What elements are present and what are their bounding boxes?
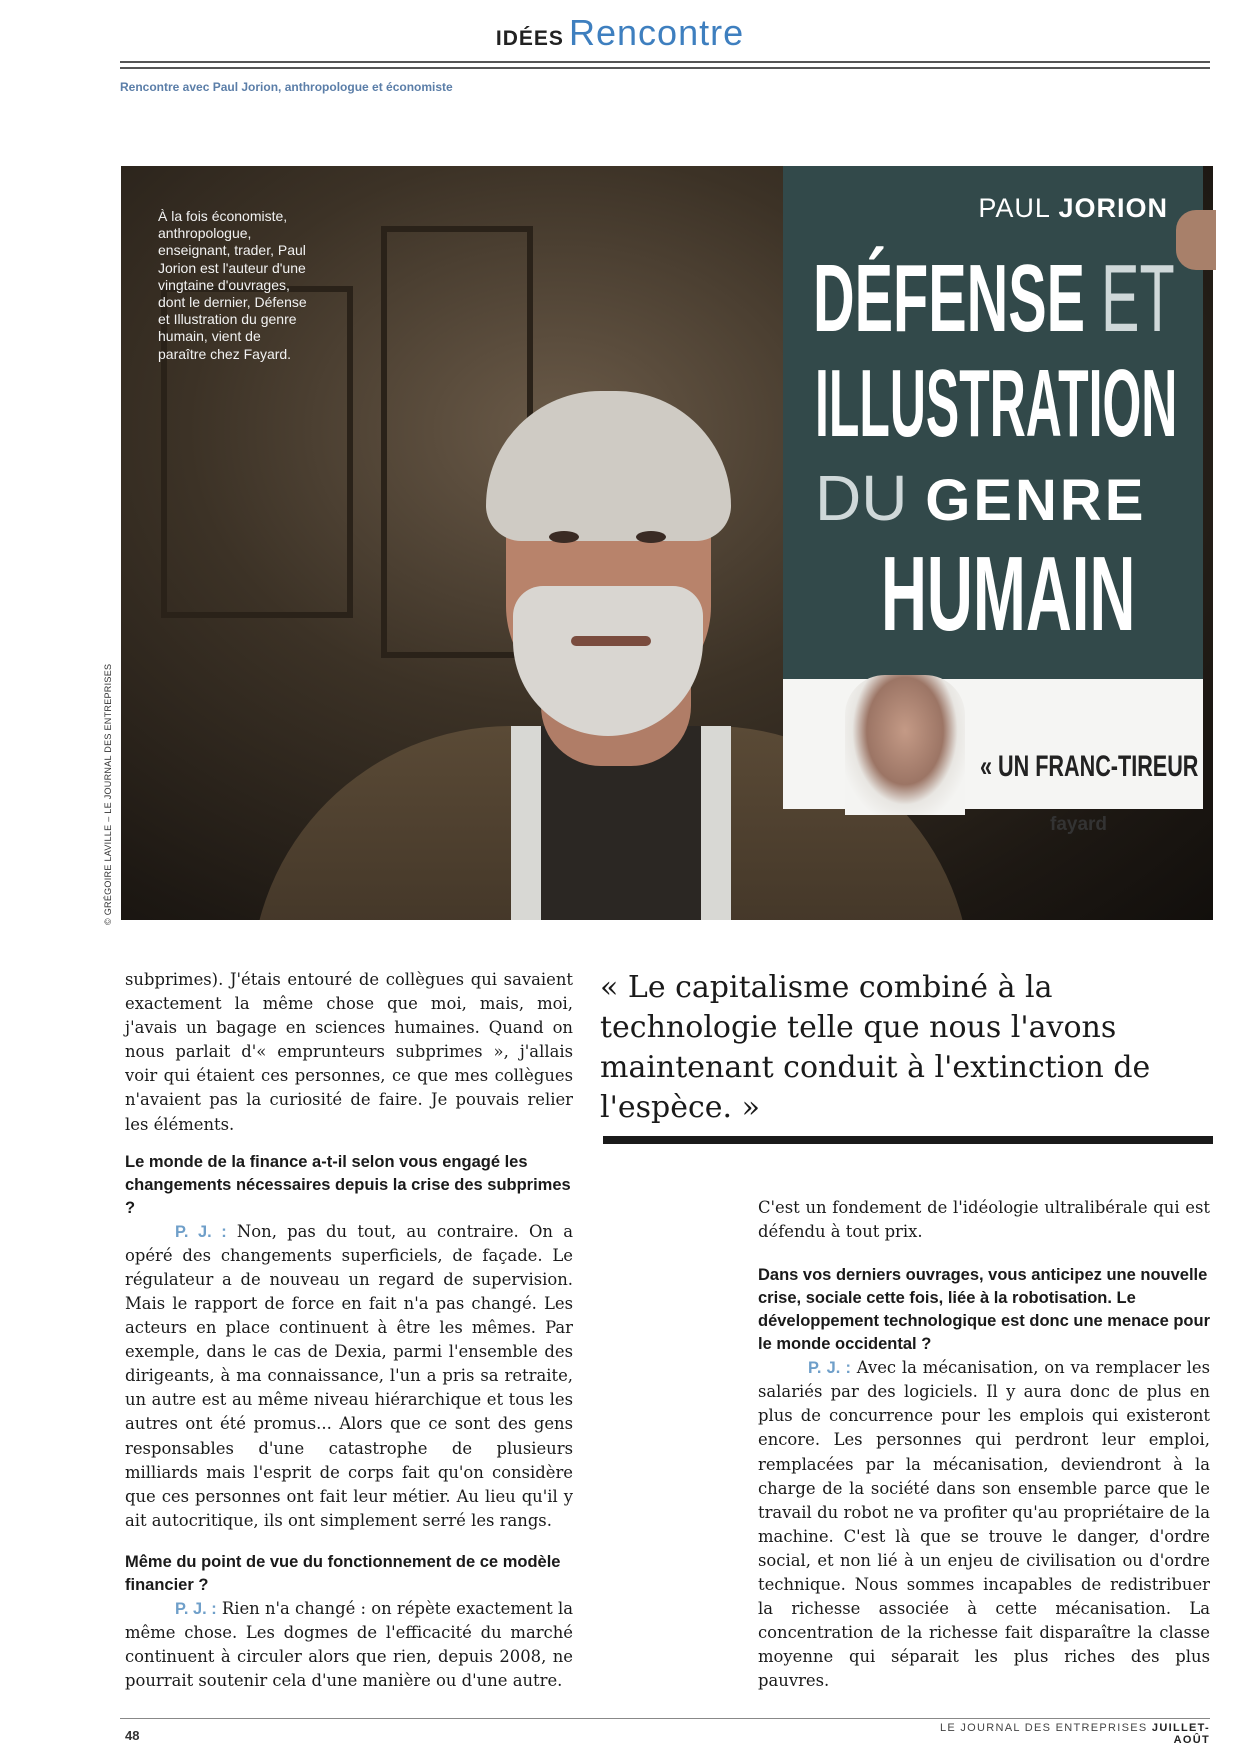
book-title-line2: ILLUSTRATION <box>815 350 1178 457</box>
mouth <box>571 636 651 646</box>
footer-rule <box>120 1718 1210 1719</box>
book-title-line4: HUMAIN <box>881 535 1136 653</box>
question-2: Même du point de vue du fonctionnement de ce modèle financier ? <box>125 1552 561 1594</box>
header-rule-bottom <box>120 67 1210 69</box>
photo-caption: À la fois économiste, anthropologue, enseignant, trader, Paul Jorion est l'auteur d'une vingtaine d'ouvrages, dont le dernier, Défense et Illustration du genre humain, vient de paraître chez Fayard. <box>158 208 307 362</box>
book-quote: « UN FRANC-TIREUR <box>980 750 1199 783</box>
book-author-last: JORION <box>1058 193 1168 223</box>
book-author-portrait <box>845 675 965 815</box>
book-title-line3 <box>815 462 1147 534</box>
book-title-genre: GENRE <box>925 468 1147 533</box>
pull-quote-rule <box>603 1136 1213 1144</box>
book-author <box>783 193 1168 224</box>
answer-3 <box>758 1356 1210 1693</box>
book-author-first: PAUL <box>978 193 1050 223</box>
right-column <box>758 1196 1210 1694</box>
book-cover <box>783 166 1203 679</box>
book-publisher: fayard <box>1050 814 1108 835</box>
answer-2 <box>125 1597 573 1693</box>
journal-issue: JUILLET-AOÛT <box>1151 1722 1210 1746</box>
right-intro-paragraph: C'est un fondement de l'idéologie ultralibérale qui est défendu à tout prix. <box>758 1198 1210 1242</box>
book-title-et: ET <box>1101 245 1175 352</box>
journal-footer <box>930 1722 1210 1746</box>
answer-1-text: Non, pas du tout, au contraire. On a opéré des changements superficiels, de façade. Le régulateur a de nouveau un regard de supervision. Mais le rapport de force en fait n'a pas changé. Les acteurs en place continuent à être les mêmes. Par exemple, dans le cas de Dexia, parmi l'ensemble des dirigeants, à ma connaissance, l'un a pris sa retraite, un autre est au même niveau hiérarchique et tous les autres ont été promus... Alors que ce sont des gens responsables d'une catastrophe de plusieurs milliards mais l'esprit de corps fait qu'on considère que ces personnes ont fait leur métier. Au lieu qu'il y ait autocritique, ils ont simplement serré les rangs. <box>125 1221 573 1530</box>
journal-name: LE JOURNAL DES ENTREPRISES <box>939 1722 1148 1734</box>
answer-1-label: P. J. : <box>175 1222 227 1241</box>
page-header <box>0 12 1240 54</box>
page-number: 48 <box>125 1728 140 1743</box>
article-subtitle: Rencontre avec Paul Jorion, anthropologue et économiste <box>120 80 453 94</box>
book-title-defense: DÉFENSE <box>813 245 1086 352</box>
question-1: Le monde de la finance a-t-il selon vous engagé les changements nécessaires depuis la crise des subprimes ? <box>125 1152 571 1217</box>
holding-thumb <box>1176 210 1216 270</box>
book-title-line1 <box>813 245 1175 352</box>
left-eye <box>549 531 579 543</box>
answer-3-text: Avec la mécanisation, on va remplacer les salariés par des logiciels. Il y aura donc de plus en plus de concurrence pour les emplois qui existeront encore. Les personnes qui perdront leur emploi, remplacées par la mécanisation, deviendront à la charge de la société dans son ensemble parce que le travail du robot ne va profiter qu'au propriétaire de la machine. C'est là que se trouve le danger, d'ordre social, et non lié à un enjeu de civilisation ou d'ordre technique. Nous sommes incapables de redistribuer la richesse associée à cette mécanisation. La concentration de la richesse fait disparaître la classe moyenne qui séparait les plus riches des plus pauvres. <box>758 1358 1210 1691</box>
answer-2-text: Rien n'a changé : on répète exactement la même chose. Les dogmes de l'efficacité du marché continuent à circuler alors que rien, depuis 2008, ne pourrait soutenir cela d'une manière ou d'une autre. <box>125 1598 573 1691</box>
rubric-title: Rencontre <box>569 12 745 53</box>
left-column <box>125 968 573 1693</box>
photo-credit: © GRÉGOIRE LAVILLE – LE JOURNAL DES ENTREPRISES <box>103 663 113 925</box>
answer-3-label: P. J. : <box>808 1359 851 1378</box>
question-3: Dans vos derniers ouvrages, vous anticipez une nouvelle crise, sociale cette fois, liée à la robotisation. Le développement technologique est donc une menace pour le monde occidental ? <box>758 1266 1210 1354</box>
section-label: IDÉES <box>495 27 564 50</box>
right-eye <box>636 531 666 543</box>
book-title-du: DU <box>815 462 908 534</box>
answer-2-label: P. J. : <box>175 1599 217 1618</box>
pull-quote: « Le capitalisme combiné à la technologie telle que nous l'avons maintenant conduit à l'extinction de l'espèce. » <box>600 970 1151 1125</box>
header-rule-top <box>120 61 1210 63</box>
answer-1 <box>125 1220 573 1533</box>
intro-paragraph: subprimes). J'étais entouré de collègues qui savaient exactement la même chose que moi, mais, moi, j'avais un bagage en sciences humaines. Quand on nous parlait d'« emprunteurs subprimes », j'allais voir qui étaient ces personnes, ce que mes collègues n'avaient pas la curiosité de faire. Je pouvais relier les éléments. <box>125 970 573 1134</box>
